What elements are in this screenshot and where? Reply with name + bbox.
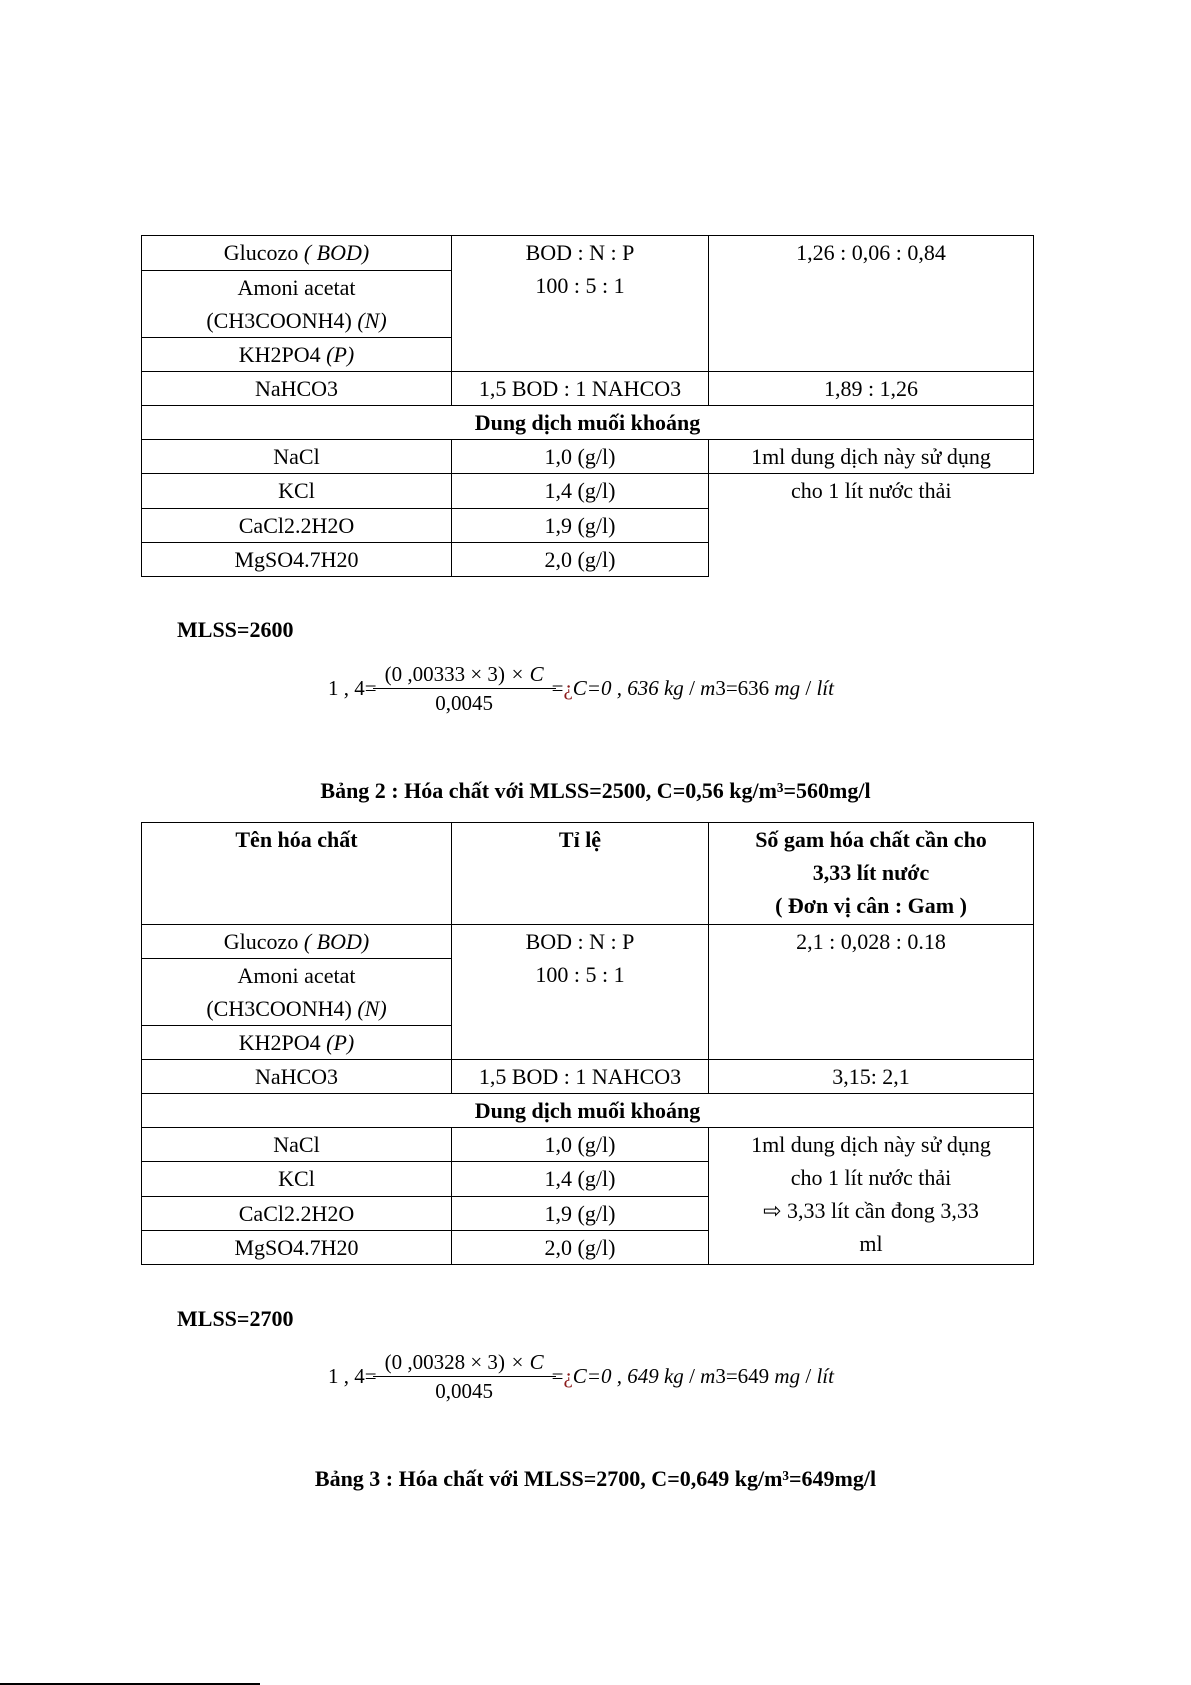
cell-nahco3-ratio: 1,5 BOD : 1 NAHCO3 xyxy=(452,1060,709,1094)
text: lít xyxy=(816,676,834,700)
text: × C xyxy=(504,662,544,686)
cell-glucozo xyxy=(142,925,452,959)
mlss-label-2: MLSS=2700 xyxy=(177,1306,294,1331)
text: ( Đơn vị cân : Gam ) xyxy=(775,893,967,918)
text: 3,33 lít nước xyxy=(812,860,930,885)
text: = xyxy=(551,676,564,700)
mineral-name: NaCl xyxy=(142,1128,452,1162)
cell-nahco3-grams: 3,15: 2,1 xyxy=(709,1060,1034,1094)
cell-nahco3-grams: 1,89 : 1,26 xyxy=(709,372,1034,406)
mineral-note: 1ml dung dịch này sử dụng xyxy=(709,440,1034,474)
cell-kh2po4 xyxy=(142,1026,452,1060)
text: m xyxy=(700,1364,716,1388)
cell-ratio xyxy=(452,925,709,1060)
mineral-conc: 1,4 (g/l) xyxy=(452,474,709,509)
text: C=0 , 636 xyxy=(572,676,664,700)
mineral-name: CaCl2.2H2O xyxy=(142,1197,452,1231)
mineral-name: NaCl xyxy=(142,440,452,474)
cell-glucozo xyxy=(142,236,452,271)
cell-grams: 1,26 : 0,06 : 0,84 xyxy=(709,236,1034,372)
text: / xyxy=(683,676,701,700)
arrow-icon: ⇨ xyxy=(763,1198,782,1223)
text: Amoni acetat xyxy=(237,963,356,988)
text: ¿ xyxy=(563,676,573,700)
mlss-label-1: MLSS=2600 xyxy=(177,617,294,642)
text: = xyxy=(364,1364,377,1388)
text: Glucozo xyxy=(223,240,299,265)
cell-nahco3: NaHCO3 xyxy=(142,1060,452,1094)
cell-grams: 2,1 : 0,028 : 0.18 xyxy=(709,925,1034,1060)
text: kg xyxy=(663,1364,684,1388)
section-header: Dung dịch muối khoáng xyxy=(142,406,1034,440)
text: KH2PO4 xyxy=(238,342,321,367)
text: 0 ,00328 × 3 xyxy=(391,1350,498,1374)
text: (N) xyxy=(357,308,387,333)
text: lít xyxy=(816,1364,834,1388)
mineral-conc: 2,0 (g/l) xyxy=(452,1231,709,1265)
text: Số gam hóa chất cần cho xyxy=(755,827,987,852)
text: 1 , 4 xyxy=(328,676,365,700)
text: BOD : N : P xyxy=(525,240,635,265)
text: = xyxy=(551,1364,564,1388)
table-caption-2: Bảng 2 : Hóa chất với MLSS=2500, C=0,56 kg/m³=560mg/l xyxy=(320,778,871,803)
text: BOD : N : P xyxy=(525,929,635,954)
fraction: $\frac{(0 ,00328 \times 3) \times C}{0,0045}$ xyxy=(379,1348,550,1405)
mineral-conc: 2,0 (g/l) xyxy=(452,543,709,577)
chemical-table-2 xyxy=(141,822,1034,1265)
text: 0 ,00333 × 3 xyxy=(391,662,498,686)
mineral-conc: 1,0 (g/l) xyxy=(452,440,709,474)
text: (CH3COONH4) xyxy=(206,308,352,333)
text: 1 , 4 xyxy=(328,1364,365,1388)
mineral-conc: 1,9 (g/l) xyxy=(452,509,709,543)
header-grams xyxy=(709,823,1034,925)
text: 3=636 xyxy=(715,676,775,700)
header-ratio: Tỉ lệ xyxy=(452,823,709,925)
text: / xyxy=(800,1364,817,1388)
text: 0,0045 xyxy=(373,1376,556,1405)
table-caption-3: Bảng 3 : Hóa chất với MLSS=2700, C=0,649 kg/m³=649mg/l xyxy=(314,1466,877,1491)
mineral-conc: 1,9 (g/l) xyxy=(452,1197,709,1231)
text: / xyxy=(800,676,817,700)
text: (P) xyxy=(326,1030,355,1055)
mineral-name: KCl xyxy=(142,1162,452,1197)
text: × C xyxy=(504,1350,544,1374)
text: 3,33 lít cần đong 3,33 xyxy=(787,1198,979,1223)
text: 0,0045 xyxy=(373,688,556,717)
text: = xyxy=(364,676,377,700)
text: ¿ xyxy=(563,1364,573,1388)
text: Glucozo xyxy=(223,929,299,954)
formula-2 xyxy=(328,1348,834,1405)
text: 100 : 5 : 1 xyxy=(535,273,625,298)
section-header: Dung dịch muối khoáng xyxy=(142,1094,1034,1128)
text: ml xyxy=(859,1231,883,1256)
text: kg xyxy=(663,676,684,700)
mineral-conc: 1,4 (g/l) xyxy=(452,1162,709,1197)
text: (CH3COONH4) xyxy=(206,996,352,1021)
text: m xyxy=(700,676,716,700)
cell-ratio xyxy=(452,236,709,372)
text: KH2PO4 xyxy=(238,1030,321,1055)
text: / xyxy=(683,1364,701,1388)
text: Amoni acetat xyxy=(237,275,356,300)
cell-amoni xyxy=(142,959,452,1026)
text: C=0 , 649 xyxy=(572,1364,664,1388)
cell-kh2po4 xyxy=(142,338,452,372)
text: ( BOD) xyxy=(303,929,370,954)
text: 100 : 5 : 1 xyxy=(535,962,625,987)
header-name: Tên hóa chất xyxy=(142,823,452,925)
mineral-name: MgSO4.7H20 xyxy=(142,1231,452,1265)
text: cho 1 lít nước thải xyxy=(790,1165,952,1190)
chemical-table-1 xyxy=(141,235,1034,577)
text: (P) xyxy=(326,342,355,367)
fraction: $\frac{(0 ,00333 \times 3) \times C}{0,0045}$ xyxy=(379,660,550,717)
text: (N) xyxy=(357,996,387,1021)
text: mg xyxy=(774,676,801,700)
mineral-name: MgSO4.7H20 xyxy=(142,543,452,577)
text: 3=649 xyxy=(715,1364,775,1388)
mineral-name: KCl xyxy=(142,474,452,509)
mineral-note-cont: cho 1 lít nước thải xyxy=(791,478,952,503)
text: mg xyxy=(774,1364,801,1388)
formula-1 xyxy=(328,660,834,717)
text: ( BOD) xyxy=(303,240,370,265)
text: 1ml dung dịch này sử dụng xyxy=(751,1132,991,1157)
mineral-conc: 1,0 (g/l) xyxy=(452,1128,709,1162)
mineral-note xyxy=(709,1128,1034,1265)
cell-nahco3: NaHCO3 xyxy=(142,372,452,406)
mineral-name: CaCl2.2H2O xyxy=(142,509,452,543)
cell-nahco3-ratio: 1,5 BOD : 1 NAHCO3 xyxy=(452,372,709,406)
cell-amoni xyxy=(142,271,452,338)
